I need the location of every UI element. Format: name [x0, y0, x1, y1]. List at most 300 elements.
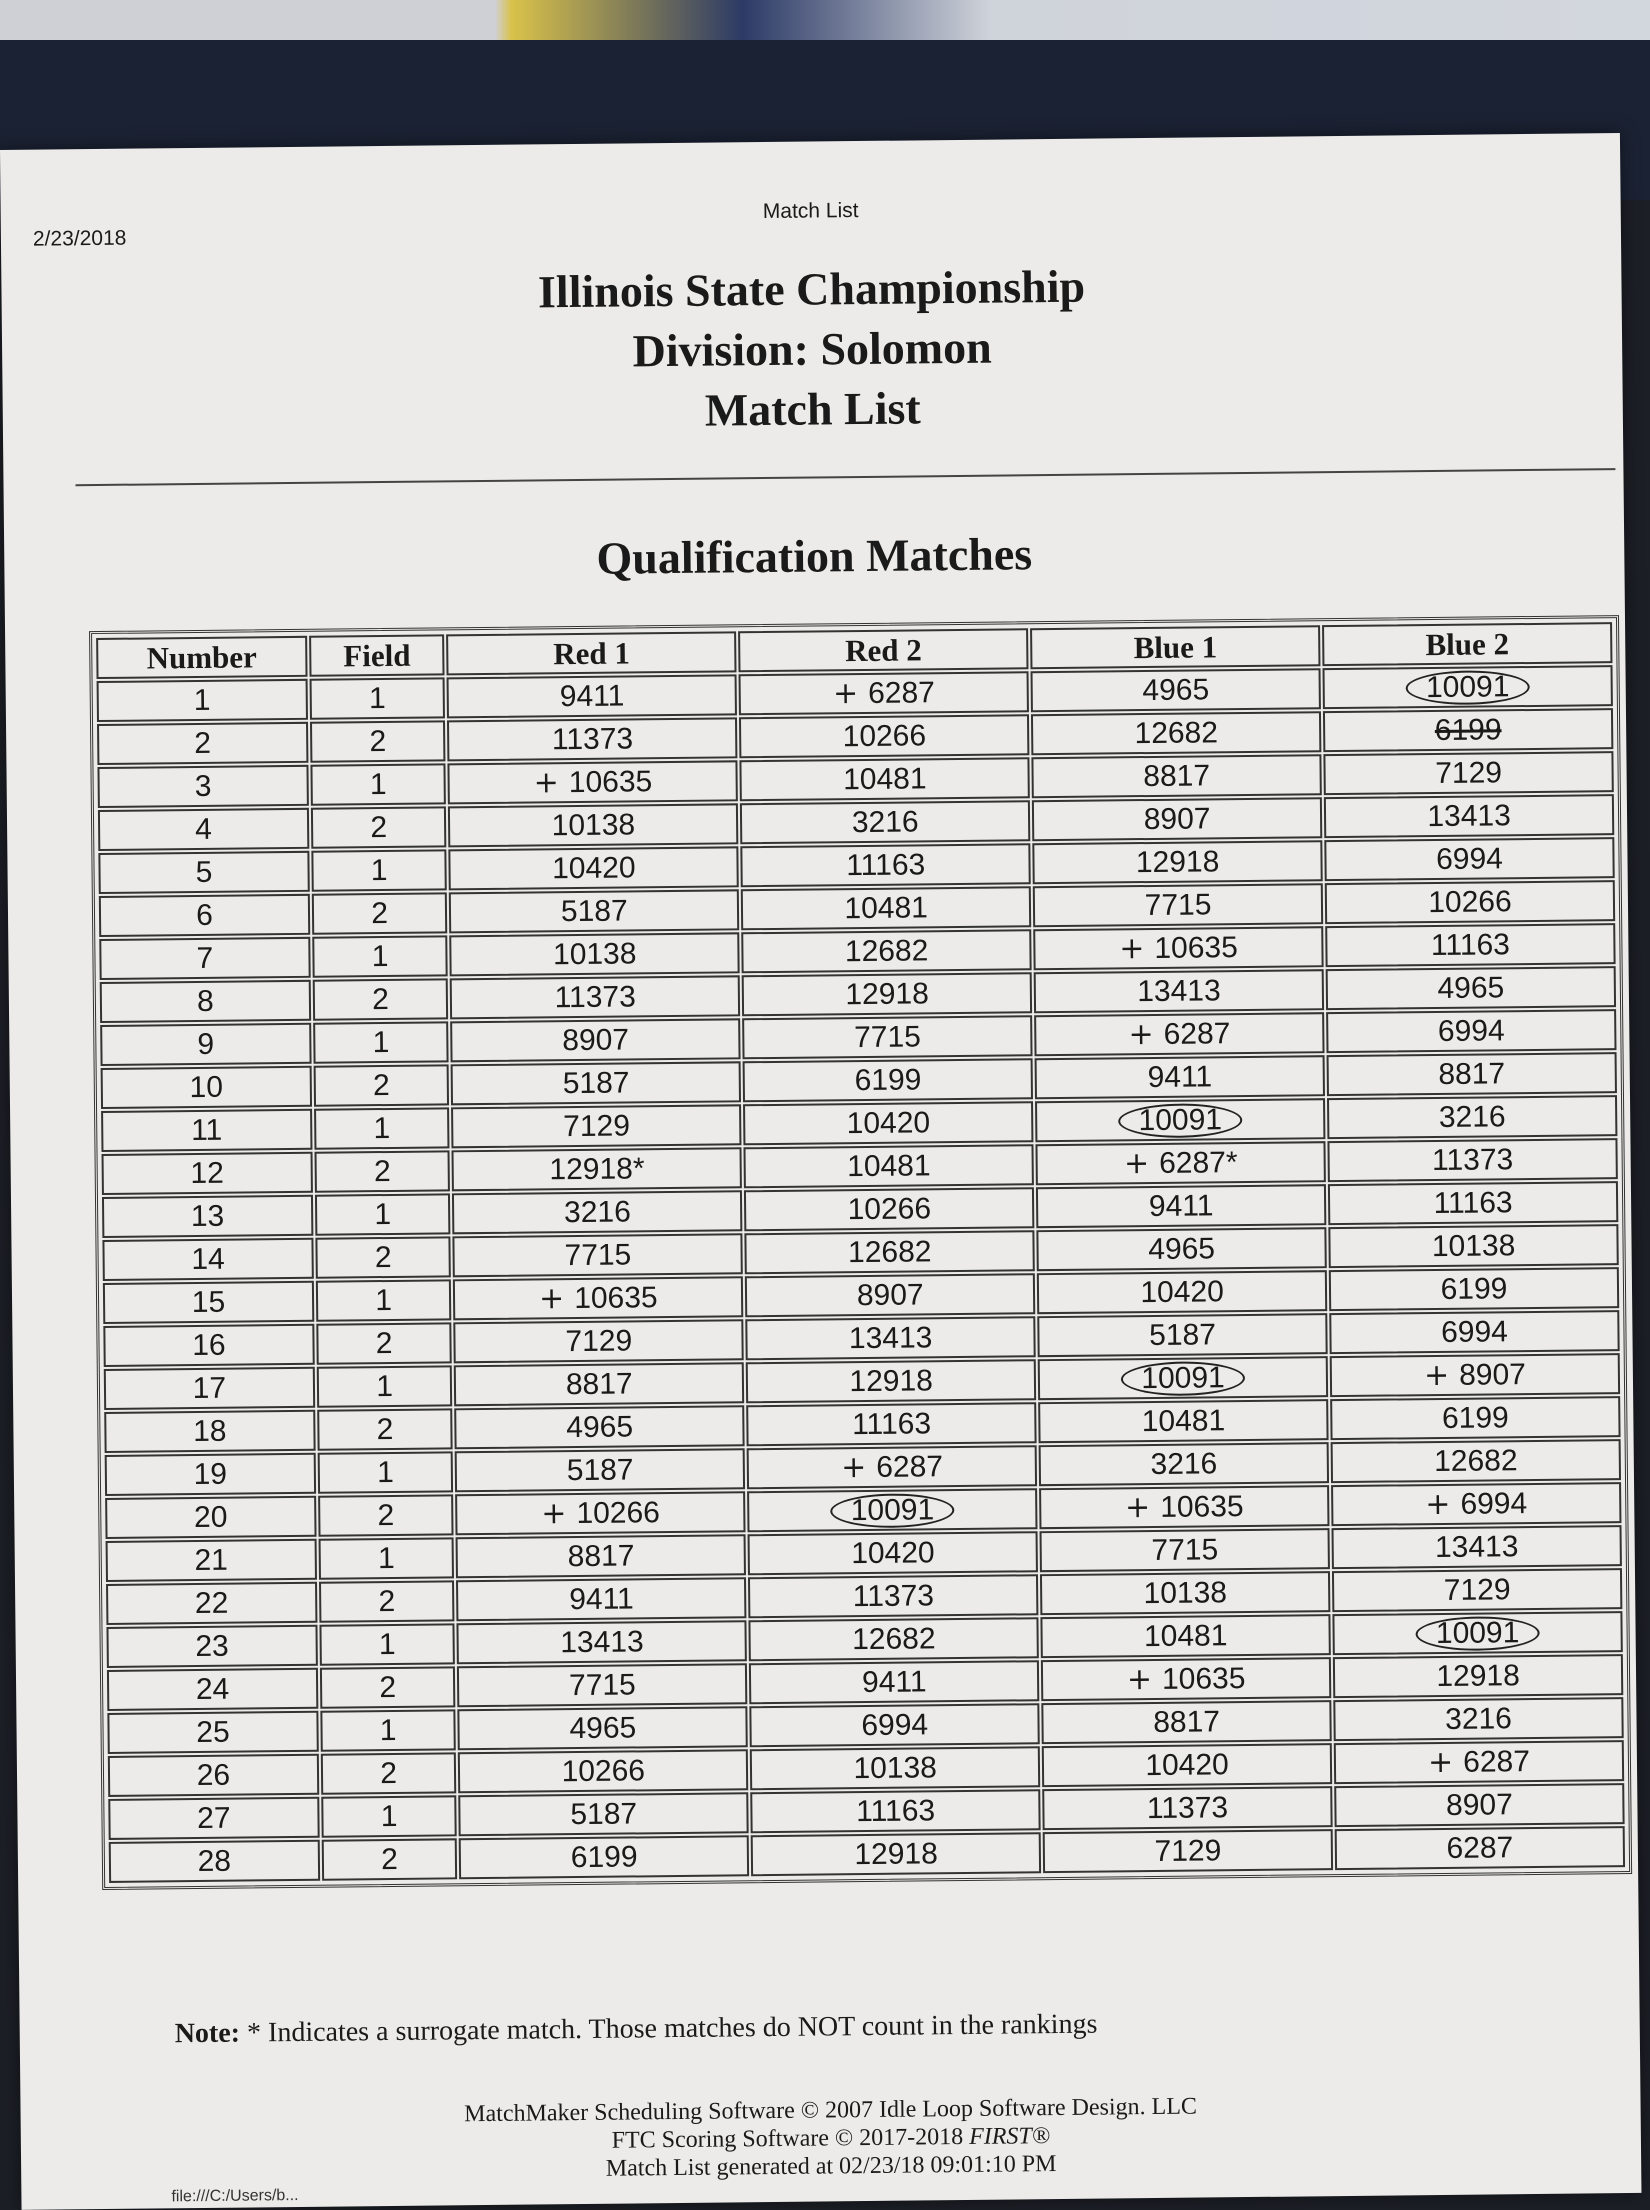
- cell-blue2: [1327, 1138, 1617, 1182]
- cell-value: 2: [380, 1842, 399, 1876]
- cell-value: 11163: [846, 847, 926, 882]
- cell-red1: [447, 674, 737, 718]
- cell-value: 14: [191, 1242, 225, 1276]
- cell-number: [100, 980, 311, 1023]
- cell-value: 10266: [576, 1496, 661, 1531]
- cell-value: 12682: [1433, 1443, 1518, 1478]
- cell-blue2: [1326, 1009, 1616, 1053]
- cell-value: 4965: [569, 1710, 637, 1745]
- cell-red1: [455, 1448, 745, 1492]
- cell-red2: [748, 1531, 1038, 1575]
- cell-blue2: [1333, 1654, 1623, 1698]
- cell-red1: [458, 1706, 748, 1750]
- cell-blue2: [1326, 966, 1616, 1010]
- cell-value: 10635: [574, 1281, 658, 1316]
- struck-team-number: 6199: [1434, 712, 1502, 747]
- col-header-red1: Red 1: [446, 631, 736, 675]
- cell-red2: [749, 1660, 1039, 1704]
- cell-red2: [746, 1359, 1036, 1403]
- cell-field: [310, 763, 446, 805]
- cell-value: 11373: [1146, 1790, 1229, 1825]
- cell-blue1: [1041, 1700, 1331, 1744]
- cell-field: [313, 1064, 449, 1106]
- cell-value: 2: [372, 1068, 390, 1102]
- footer-line-2-text: FTC Scoring Software © 2017-2018: [611, 2124, 964, 2154]
- footer-line-3: Match List generated at 02/23/18 09:01:10 PM: [605, 2151, 1057, 2182]
- cell-value: 6287*: [1158, 1146, 1238, 1180]
- cell-blue1: [1041, 1657, 1331, 1701]
- cell-red1: [452, 1147, 742, 1191]
- circled-team-number: 10091: [831, 1493, 955, 1528]
- cell-value: 1: [376, 1369, 394, 1403]
- cell-blue1: [1033, 883, 1323, 927]
- cell-value: 9411: [569, 1581, 634, 1616]
- note-text: * Indicates a surrogate match. Those matches do NOT count in the rankings: [246, 2008, 1098, 2049]
- cell-blue1: [1039, 1485, 1329, 1529]
- cell-number: [106, 1582, 317, 1625]
- handwritten-plus-mark: +: [1126, 1662, 1153, 1698]
- handwritten-plus-mark: +: [1119, 931, 1145, 967]
- cell-value: 6287: [1462, 1745, 1531, 1779]
- cell-blue1: [1037, 1227, 1327, 1271]
- cell-value: 10266: [842, 718, 927, 753]
- cell-value: 9411: [1148, 1188, 1214, 1223]
- cell-red2: [746, 1402, 1036, 1446]
- cell-blue2: [1334, 1783, 1624, 1827]
- circled-team-number: 10091: [1121, 1361, 1245, 1396]
- cell-value: 2: [380, 1756, 398, 1790]
- cell-value: 2: [376, 1412, 394, 1446]
- cell-value: 2: [375, 1326, 393, 1360]
- cell-number: [105, 1453, 316, 1496]
- cell-number: [102, 1195, 313, 1238]
- cell-blue2: [1323, 708, 1613, 752]
- cell-red2: [742, 1015, 1032, 1059]
- cell-value: 11: [190, 1113, 223, 1147]
- title-line-1: Illinois State Championship: [537, 260, 1086, 318]
- cell-field: [316, 1279, 452, 1321]
- cell-red2: [749, 1617, 1039, 1661]
- cell-value: 1: [374, 1197, 392, 1231]
- cell-value: 8907: [1445, 1787, 1513, 1822]
- cell-value: 3216: [563, 1194, 631, 1229]
- cell-value: 8907: [562, 1022, 630, 1057]
- cell-blue2: [1327, 1052, 1617, 1096]
- cell-number: [108, 1754, 319, 1797]
- cell-value: 27: [197, 1801, 231, 1835]
- cell-red2: [745, 1273, 1035, 1317]
- cell-red2: [743, 1101, 1033, 1145]
- surrogate-note: [175, 2009, 1098, 2051]
- cell-blue2: [1331, 1439, 1621, 1483]
- cell-value: 13413: [1137, 973, 1221, 1008]
- col-header-number: Number: [96, 636, 307, 679]
- cell-value: 1: [380, 1799, 398, 1833]
- cell-value: 22: [194, 1586, 229, 1620]
- cell-value: 28: [197, 1844, 232, 1878]
- cell-value: 1: [377, 1541, 395, 1575]
- cell-blue1: [1035, 1055, 1325, 1099]
- cell-red1: [457, 1663, 747, 1707]
- cell-value: 12682: [1134, 715, 1219, 750]
- cell-red2: [743, 1058, 1033, 1102]
- cell-value: 10635: [568, 765, 653, 800]
- handwritten-plus-mark: +: [1423, 1357, 1450, 1394]
- cell-value: 10420: [1145, 1747, 1229, 1782]
- cell-red2: [740, 757, 1030, 801]
- cell-value: 11163: [851, 1406, 932, 1441]
- cell-value: 13413: [1427, 798, 1511, 833]
- cell-value: 9411: [1147, 1059, 1213, 1094]
- cell-blue2: [1328, 1181, 1618, 1225]
- cell-red2: [750, 1789, 1040, 1833]
- cell-value: 10420: [851, 1535, 935, 1570]
- note-label: Note:: [174, 2017, 241, 2050]
- cell-value: 13: [190, 1199, 225, 1233]
- cell-value: 10481: [844, 890, 929, 925]
- cell-number: [101, 1109, 312, 1152]
- cell-field: [317, 1451, 453, 1493]
- cell-value: 10138: [551, 807, 636, 842]
- cell-value: 7715: [568, 1667, 636, 1702]
- cell-number: [97, 765, 308, 808]
- cell-value: 11163: [855, 1793, 936, 1828]
- cell-field: [317, 1365, 453, 1407]
- cell-value: 11373: [852, 1578, 935, 1613]
- cell-value: 10266: [1428, 884, 1512, 919]
- cell-value: 2: [369, 724, 387, 758]
- cell-red2: [742, 972, 1032, 1016]
- cell-blue1: [1035, 1098, 1325, 1142]
- title-line-2: Division: Solomon: [632, 321, 992, 377]
- cell-value: 6994: [861, 1707, 929, 1742]
- cell-value: 5187: [1149, 1317, 1217, 1352]
- cell-value: 1: [371, 939, 389, 973]
- cell-value: 7129: [1443, 1572, 1511, 1607]
- cell-blue2: [1333, 1697, 1623, 1741]
- cell-red2: [741, 843, 1031, 887]
- cell-value: 13413: [848, 1320, 933, 1355]
- cell-blue1: [1040, 1571, 1330, 1615]
- cell-value: 10266: [561, 1753, 646, 1788]
- cell-blue2: [1332, 1525, 1622, 1569]
- cell-field: [320, 1666, 456, 1708]
- cell-blue1: [1042, 1743, 1332, 1787]
- cell-value: 8907: [856, 1277, 924, 1312]
- circled-team-number: 10091: [1406, 670, 1530, 705]
- cell-value: 12918: [849, 1363, 934, 1398]
- cell-value: 5: [195, 855, 213, 889]
- cell-value: 7129: [563, 1108, 631, 1143]
- cell-field: [313, 978, 449, 1020]
- file-path: file:///C:/Users/b...: [171, 2186, 299, 2206]
- cell-red1: [454, 1362, 744, 1406]
- handwritten-plus-mark: +: [832, 676, 859, 712]
- cell-value: 8907: [1143, 801, 1211, 836]
- cell-value: 2: [378, 1584, 396, 1618]
- cell-value: 8907: [1458, 1358, 1527, 1392]
- match-table: [94, 620, 1627, 1885]
- cell-red2: [739, 671, 1029, 715]
- cell-value: 10266: [847, 1191, 932, 1226]
- cell-red1: [448, 803, 738, 847]
- cell-value: 2: [377, 1498, 395, 1532]
- cell-blue2: [1330, 1396, 1620, 1440]
- cell-value: 4965: [1142, 672, 1210, 707]
- cell-blue2: [1329, 1267, 1619, 1311]
- cell-value: 8817: [565, 1366, 633, 1401]
- cell-value: 11163: [1433, 1185, 1513, 1220]
- cell-value: 10138: [552, 936, 637, 971]
- cell-value: 4: [195, 812, 213, 846]
- cell-number: [102, 1152, 313, 1195]
- cell-red2: [750, 1746, 1040, 1790]
- cell-blue1: [1041, 1614, 1331, 1658]
- cell-value: 6287: [1163, 1017, 1231, 1051]
- cell-number: [97, 679, 308, 722]
- cell-blue1: [1038, 1399, 1328, 1443]
- cell-field: [321, 1752, 457, 1794]
- cell-value: 4965: [1437, 970, 1505, 1005]
- cell-red1: [457, 1620, 747, 1664]
- cell-red2: [750, 1703, 1040, 1747]
- cell-blue1: [1039, 1442, 1329, 1486]
- cell-blue2: [1334, 1740, 1624, 1784]
- cell-value: 10420: [1140, 1274, 1224, 1309]
- footer-line-1: MatchMaker Scheduling Software © 2007 Idle Loop Software Design. LLC: [464, 2093, 1198, 2128]
- cell-blue2: [1324, 794, 1614, 838]
- cell-number: [99, 937, 310, 980]
- cell-blue1: [1034, 1012, 1324, 1056]
- divider: [76, 468, 1616, 486]
- cell-number: [104, 1410, 315, 1453]
- cell-number: [97, 722, 308, 765]
- cell-value: 5187: [566, 1452, 634, 1487]
- cell-blue2: [1323, 751, 1613, 795]
- cell-value: 12682: [847, 1234, 932, 1269]
- cell-value: 3: [194, 769, 212, 803]
- cell-value: 4965: [1148, 1231, 1216, 1266]
- cell-field: [318, 1494, 454, 1536]
- col-header-field: Field: [309, 634, 445, 676]
- cell-value: 12682: [844, 933, 929, 968]
- printed-page: [0, 133, 1641, 2210]
- cell-value: 5187: [560, 893, 628, 928]
- cell-value: 1: [375, 1283, 393, 1317]
- cell-value: 8817: [1438, 1056, 1506, 1091]
- cell-value: 19: [193, 1457, 228, 1491]
- cell-blue1: [1040, 1528, 1330, 1572]
- cell-number: [109, 1840, 320, 1883]
- cell-value: 6994: [1437, 1013, 1505, 1048]
- cell-field: [310, 720, 446, 762]
- cell-value: 11373: [554, 979, 636, 1014]
- cell-blue2: [1329, 1310, 1619, 1354]
- cell-value: 10420: [551, 850, 636, 885]
- cell-red1: [452, 1190, 742, 1234]
- cell-value: 6199: [570, 1839, 638, 1874]
- cell-value: 11373: [1431, 1142, 1514, 1177]
- cell-number: [104, 1367, 315, 1410]
- cell-value: 1: [368, 681, 386, 715]
- cell-red2: [739, 714, 1029, 758]
- cell-value: 4965: [566, 1409, 634, 1444]
- cell-field: [315, 1193, 451, 1235]
- print-date: 2/23/2018: [32, 226, 127, 251]
- cell-field: [316, 1322, 452, 1364]
- cell-value: 2: [370, 810, 388, 844]
- cell-blue1: [1031, 668, 1321, 712]
- cell-blue2: [1335, 1826, 1625, 1870]
- handwritten-plus-mark: +: [1128, 1016, 1154, 1053]
- cell-number: [100, 1023, 311, 1066]
- cell-field: [319, 1623, 455, 1665]
- cell-value: 1: [372, 1025, 390, 1059]
- handwritten-plus-mark: +: [541, 1496, 567, 1532]
- cell-blue1: [1037, 1270, 1327, 1314]
- cell-number: [107, 1668, 318, 1711]
- cell-blue1: [1032, 797, 1322, 841]
- cell-red1: [459, 1792, 749, 1836]
- cell-blue1: [1034, 969, 1324, 1013]
- cell-red2: [740, 800, 1030, 844]
- cell-blue1: [1031, 711, 1321, 755]
- cell-value: 6287: [1446, 1830, 1514, 1865]
- cell-blue1: [1032, 840, 1322, 884]
- cell-number: [103, 1324, 314, 1367]
- cell-red1: [456, 1534, 746, 1578]
- cell-value: 10138: [1431, 1228, 1516, 1263]
- cell-value: 9411: [861, 1664, 927, 1699]
- cell-red1: [451, 1018, 741, 1062]
- cell-value: 7129: [565, 1323, 633, 1358]
- cell-field: [313, 1021, 449, 1063]
- cell-red1: [455, 1491, 745, 1535]
- cell-number: [102, 1238, 313, 1281]
- cell-value: 6: [195, 898, 213, 932]
- cell-value: 9: [197, 1027, 215, 1061]
- cell-value: 6994: [1460, 1487, 1528, 1521]
- cell-value: 6287: [876, 1450, 944, 1484]
- cell-value: 8817: [1153, 1704, 1221, 1739]
- cell-red1: [459, 1835, 749, 1879]
- handwritten-plus-mark: +: [1124, 1490, 1151, 1526]
- cell-value: 21: [194, 1543, 229, 1577]
- cell-number: [108, 1797, 319, 1840]
- cell-value: 18: [192, 1414, 227, 1448]
- cell-red1: [448, 760, 738, 804]
- cell-red2: [747, 1488, 1037, 1532]
- cell-value: 1: [193, 683, 211, 717]
- cell-value: 12918*: [549, 1151, 645, 1186]
- cell-value: 13413: [1434, 1529, 1519, 1564]
- cell-red1: [449, 889, 739, 933]
- cell-value: 3216: [1438, 1099, 1506, 1134]
- cell-blue1: [1036, 1141, 1326, 1185]
- cell-blue2: [1332, 1611, 1622, 1655]
- cell-red1: [450, 932, 740, 976]
- handwritten-plus-mark: +: [1425, 1486, 1451, 1523]
- cell-blue1: [1032, 754, 1322, 798]
- cell-value: 5187: [570, 1796, 638, 1831]
- cell-red1: [451, 1061, 741, 1105]
- cell-number: [106, 1539, 317, 1582]
- cell-value: 3216: [1150, 1446, 1218, 1481]
- cell-value: 8: [196, 984, 214, 1018]
- cell-value: 6287: [867, 676, 936, 710]
- cell-value: 25: [196, 1715, 230, 1749]
- cell-field: [309, 677, 445, 719]
- cell-value: 12918: [845, 976, 929, 1011]
- cell-field: [322, 1838, 458, 1880]
- cell-value: 3216: [1444, 1701, 1513, 1736]
- cell-blue1: [1033, 926, 1323, 970]
- cell-field: [318, 1537, 454, 1579]
- page-title: [1, 251, 1623, 448]
- cell-number: [98, 851, 309, 894]
- footer-line-2-brand: FIRST®: [969, 2123, 1051, 2150]
- cell-value: 7129: [1154, 1833, 1222, 1868]
- cell-blue1: [1036, 1184, 1326, 1228]
- cell-blue2: [1325, 923, 1615, 967]
- cell-value: 24: [195, 1672, 230, 1706]
- cell-value: 23: [195, 1629, 229, 1663]
- cell-red2: [746, 1316, 1036, 1360]
- cell-blue1: [1042, 1786, 1332, 1830]
- cell-value: 10: [189, 1070, 224, 1104]
- cell-red1: [453, 1233, 743, 1277]
- cell-value: 7715: [1151, 1532, 1219, 1567]
- doc-label: Match List: [762, 199, 859, 224]
- cell-red2: [747, 1445, 1037, 1489]
- cell-value: 2: [374, 1240, 392, 1274]
- cell-value: 11373: [551, 721, 634, 756]
- match-table-frame: [89, 615, 1632, 1890]
- cell-number: [106, 1625, 317, 1668]
- cell-number: [107, 1711, 318, 1754]
- cell-field: [312, 892, 448, 934]
- circled-team-number: 10091: [1118, 1103, 1242, 1138]
- cell-value: 10635: [1161, 1662, 1246, 1696]
- cell-red2: [741, 886, 1031, 930]
- cell-value: 3216: [851, 804, 919, 839]
- title-line-3: Match List: [704, 382, 921, 436]
- cell-value: 15: [191, 1285, 226, 1319]
- cell-blue2: [1327, 1095, 1617, 1139]
- handwritten-plus-mark: +: [533, 765, 559, 801]
- cell-value: 11163: [1430, 927, 1511, 962]
- cell-field: [320, 1709, 456, 1751]
- cell-blue2: [1331, 1482, 1621, 1526]
- cell-red1: [447, 717, 737, 761]
- handwritten-plus-mark: +: [840, 1450, 867, 1486]
- cell-value: 7715: [853, 1019, 922, 1054]
- cell-value: 1: [379, 1713, 397, 1747]
- cell-value: 8817: [567, 1538, 635, 1573]
- cell-value: 10481: [846, 1148, 931, 1183]
- cell-value: 10420: [846, 1105, 931, 1140]
- cell-field: [321, 1795, 457, 1837]
- cell-value: 2: [371, 896, 389, 930]
- cell-field: [315, 1236, 451, 1278]
- cell-value: 2: [373, 1154, 391, 1188]
- cell-blue1: [1043, 1829, 1333, 1873]
- cell-red2: [751, 1832, 1041, 1876]
- cell-number: [105, 1496, 316, 1539]
- cell-number: [103, 1281, 314, 1324]
- cell-value: 10635: [1154, 931, 1238, 965]
- cell-value: 26: [196, 1758, 231, 1792]
